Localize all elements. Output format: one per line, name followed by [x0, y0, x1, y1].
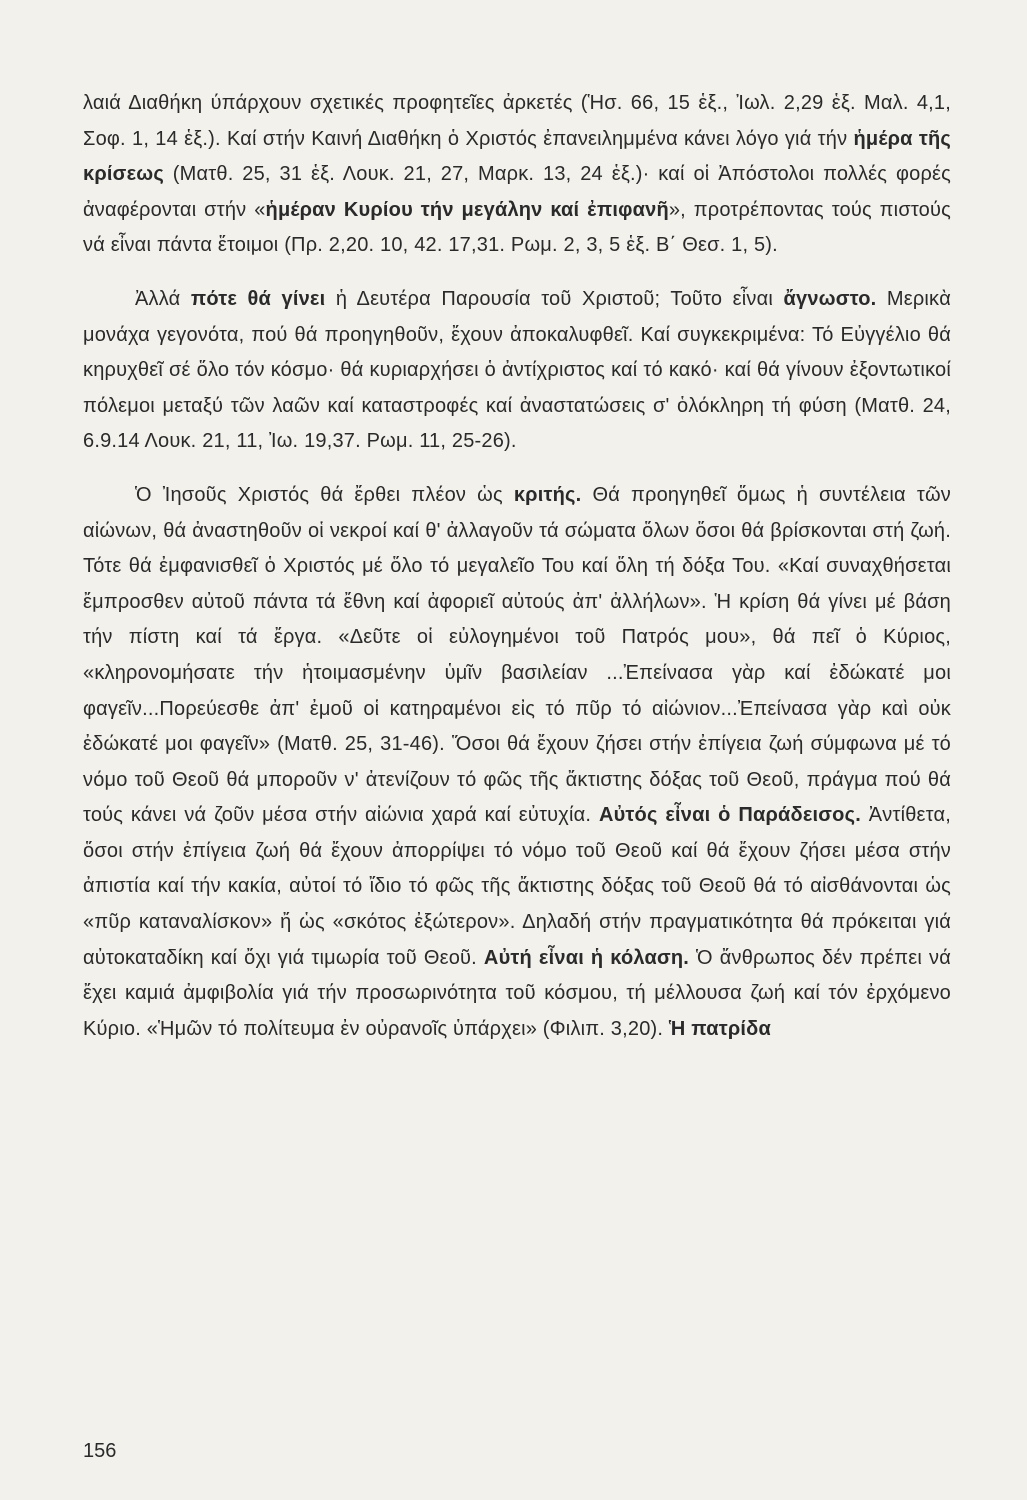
paragraph [83, 478, 951, 1048]
body-text [83, 86, 951, 1047]
text-segment: Ὁ ἄνθρωπος δέν πρέπει νά ἔχει καμιά ἀμφιβολία γιά τήν προσωρινότητα τοῦ κόσμου, τή μέλλουσα ζωή καί τόν ἐρχόμενο Κύριο. «Ἡμῶν τό πολίτευμα ἐν οὐρανοῖς ὑπάρχει» (Φιλιπ. 3,20). [83, 946, 951, 1040]
bold-phrase: πότε θά γίνει [190, 287, 326, 310]
bold-phrase: Αὐτός εἶναι ὁ Παράδεισος. [598, 804, 861, 827]
bold-phrase: ἄγνωστο. [783, 287, 877, 310]
bold-phrase: κριτής. [513, 483, 582, 506]
text-segment: Ἀντίθετα, ὅσοι στήν ἐπίγεια ζωή θά ἔχουν ἀπορρίψει τό νόμο τοῦ Θεοῦ καί θά ἔχουν ζήσει μέσα στήν ἀπιστία καί τήν κακία, αὐτοί τό ἴδιο τό φῶς τῆς ἄκτιστης δόξας τοῦ Θεοῦ θά τό αἰσθάνονται ὡς «πῦρ καταναλίσκον» ἤ ὡς «σκότος ἐξώτερον». Δηλαδή στήν πραγματικότητα θά πρόκειται γιά αὐτοκαταδίκη καί ὄχι γιά τιμωρία τοῦ Θεοῦ. [83, 804, 951, 969]
text-segment: Ἀλλά [135, 287, 191, 310]
bold-phrase: Αὐτή εἶναι ἡ κόλαση. [483, 946, 690, 969]
bold-phrase: Ἡ πατρίδα [668, 1017, 771, 1040]
text-segment: λαιά Διαθήκη ύπάρχουν σχετικές προφητεῖες ἀρκετές (Ἡσ. 66, 15 ἑξ., Ἰωλ. 2,29 ἑξ. Μαλ. 4,1, Σοφ. 1, 14 ἑξ.). Καί στήν Καινή Διαθήκη ὁ Χριστός ἐπανειλημμένα κάνει λόγο γιά τήν [83, 92, 951, 150]
paragraph [83, 282, 951, 460]
page-number: 156 [83, 1440, 117, 1462]
text-segment: (Ματθ. 25, 31 ἑξ. Λουκ. 21, 27, Μαρκ. 13, 24 ἑξ.)· καί οἱ Ἀπόστολοι πολλές φορές ἀναφέρονται στήν « [83, 163, 951, 221]
text-segment: Μερικὰ μονάχα γεγονότα, πού θά προηγηθοῦν, ἔχουν ἀποκαλυφθεῖ. Καί συγκεκριμένα: Τό Εὐγγέλιο θά κηρυχθεῖ σέ ὅλο τόν κόσμο· θά κυριαρχήσει ὁ ἀντίχριστος καί τό κακό· καί θά γίνουν ἐξοντωτικοί πόλεμοι μεταξύ τῶν λαῶν καί καταστροφές καί ἀναστατώσεις σ' ὁλόκληρη τή φύση (Ματθ. 24, 6.9.14 Λουκ. 21, 11, Ἰω. 19,37. Ρωμ. 11, 25-26). [83, 287, 952, 453]
text-segment: », προτρέποντας τούς πιστούς νά εἶναι πάντα ἕτοιμοι (Πρ. 2,20. 10, 42. 17,31. Ρωμ. 2, 3, 5 ἑξ. Β΄ Θεσ. 1, 5). [83, 198, 951, 257]
text-segment: ἡ Δευτέρα Παρουσία τοῦ Χριστοῦ; Τοῦτο εἶναι [325, 287, 784, 310]
bold-phrase: ἡμέρα τῆς κρίσεως [83, 127, 951, 186]
text-segment: Θά προηγηθεῖ ὅμως ἡ συντέλεια τῶν αἰώνων, θά ἀναστηθοῦν οἱ νεκροί καί θ' ἀλλαγοῦν τά σώματα ὅλων ὅσοι θά βρίσκονται στή ζωή. Τότε θά ἐμφανισθεῖ ὁ Χριστός μέ ὅλο τό μεγαλεῖο Του καί ὅλη τή δόξα Του. «Καί συναχθήσεται ἔμπροσθεν αὐτοῦ πάντα τά ἔθνη καί ἀφοριεῖ αὐτούς ἀπ' ἀλλήλων». Ἡ κρίση θά γίνει μέ βάση τήν πίστη καί τά ἔργα. «Δεῦτε οἱ εὐλογημένοι τοῦ Πατρός μου», θά πεῖ ὁ Κύριος, «κληρονομήσατε τήν ἡτοιμασμένην ὑμῖν βασιλείαν ...Ἐπείνασα γὰρ καί ἐδώκατέ μοι φαγεῖν...Πορεύεσθε ἀπ' ἐμοῦ οἱ κατηραμένοι εἰς τό πῦρ τό αἰώνιον...Ἐπείνασα γὰρ καὶ οὐκ ἐδώκατέ μοι φαγεῖν» (Ματθ. 25, 31-46). Ὅσοι θά ἔχουν ζήσει στήν ἐπίγεια ζωή σύμφωνα μέ τό νόμο τοῦ Θεοῦ θά μποροῦν ν' ἀτενίζουν τό φῶς τῆς ἄκτιστης δόξας τοῦ Θεοῦ, πράγμα πού θά τούς κάνει νά ζοῦν μέσα στήν αἰώνια χαρά καί εὐτυχία. [83, 483, 951, 827]
paragraph [83, 86, 951, 264]
bold-phrase: ἡμέραν Κυρίου τήν μεγάλην καί ἐπιφανῆ [265, 198, 669, 221]
text-segment: Ὁ Ἰησοῦς Χριστός θά ἔρθει πλέον ὡς [135, 483, 514, 506]
